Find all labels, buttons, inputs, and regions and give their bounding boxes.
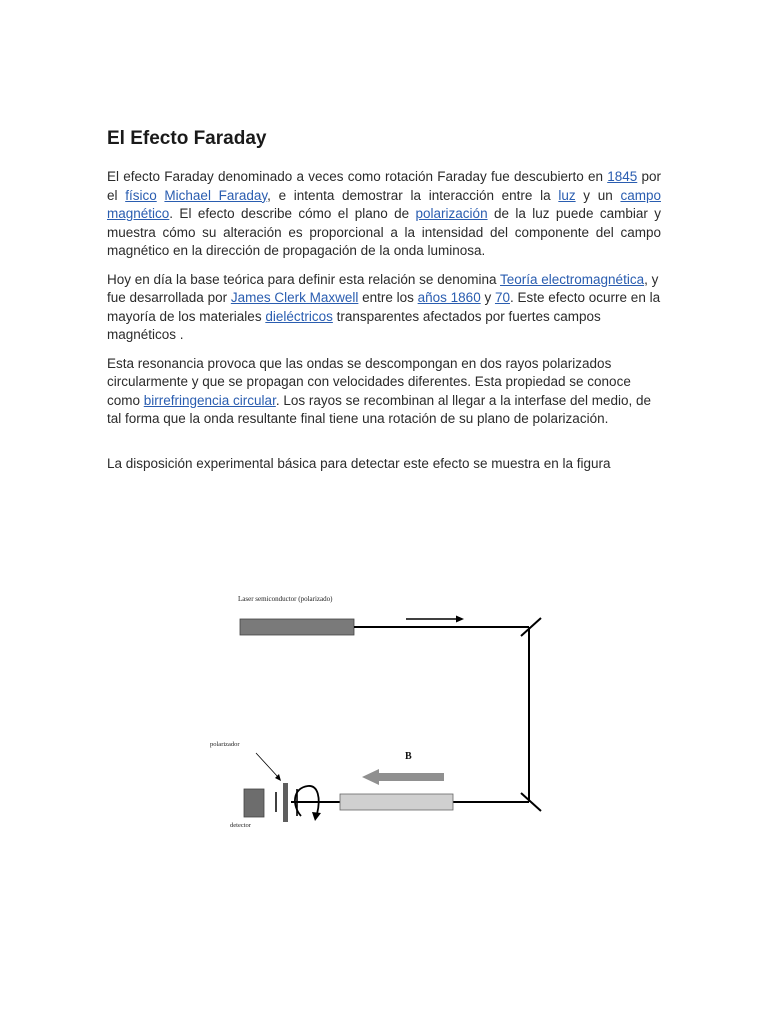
text: transparentes afectados por fuertes campos magnéticos . xyxy=(107,308,601,342)
link-dielectricos[interactable]: dieléctricos xyxy=(265,308,333,324)
text: Esta resonancia provoca que las ondas se descompongan en dos rayos polarizados circularmente y que se propagan con velocidades diferentes. Esta propiedad se conoce como xyxy=(107,355,631,408)
laser-label: Laser semiconductor (polarizado) xyxy=(238,595,333,603)
link-birrefringencia-circular[interactable]: birrefringencia circular xyxy=(143,392,276,408)
polarizer-label: polarizador xyxy=(210,741,240,748)
text: y un xyxy=(575,187,621,203)
text: El efecto Faraday denominado a veces como rotación Faraday fue descubierto en xyxy=(107,169,608,184)
rotation-arrow-head xyxy=(312,812,321,821)
link-70[interactable]: 70 xyxy=(494,290,510,305)
text: . Los rayos se recombinan al llegar a la interfase del medio, de tal forma que la onda resultante final tiene una rotación de su plano de polarización. xyxy=(107,392,652,426)
top-arrow-head xyxy=(456,616,464,623)
paragraph-4: La disposición experimental básica para detectar este efecto se muestra en la figura xyxy=(107,455,611,471)
field-arrow-body xyxy=(377,773,444,781)
link-luz[interactable]: luz xyxy=(558,187,576,203)
text: , y fue desarrollada por xyxy=(107,271,659,305)
text: . El efecto describe cómo el plano de xyxy=(169,206,416,221)
polarizer-pointer-line xyxy=(256,753,278,777)
link-fisico[interactable]: físico xyxy=(125,187,157,203)
text: por el xyxy=(107,169,662,203)
link-james-clerk-maxwell[interactable]: James Clerk Maxwell xyxy=(230,290,359,305)
link-michael-faraday[interactable]: Michael Faraday xyxy=(164,187,268,203)
detector-block xyxy=(244,789,264,817)
paragraph-3 xyxy=(107,355,661,429)
text: de la luz puede cambiar y muestra cómo su alteración es proporcional a la intensidad del componente del campo magnético en la dirección de propagación de la onda luminosa. xyxy=(107,206,661,258)
faraday-setup-diagram xyxy=(201,576,567,848)
document-body xyxy=(107,128,661,483)
link-anos-1860[interactable]: años 1860 xyxy=(417,290,481,305)
link-1845[interactable]: 1845 xyxy=(607,169,638,184)
link-campo-magnetico[interactable]: campo magnético xyxy=(107,187,661,221)
sample-bar xyxy=(340,794,453,810)
laser-bar xyxy=(240,619,354,635)
text: entre los xyxy=(358,290,418,305)
link-polarizacion[interactable]: polarización xyxy=(415,206,488,221)
text: y xyxy=(480,290,495,305)
faraday-setup-figure xyxy=(201,576,567,848)
page-title: El Efecto Faraday xyxy=(107,128,267,149)
field-label: B xyxy=(405,751,412,762)
text: , e intenta demostrar la interacción entre la xyxy=(267,187,559,203)
field-arrow-head xyxy=(362,769,379,785)
paragraph-1 xyxy=(107,168,661,261)
text: Hoy en día la base teórica para definir esta relación se denomina xyxy=(107,271,500,287)
text: . Este efecto ocurre en la mayoría de los materiales xyxy=(107,290,661,324)
detector-label: detector xyxy=(230,822,251,829)
polarizer-plate-2 xyxy=(283,783,288,822)
link-teoria-electromagnetica[interactable]: Teoría electromagnética xyxy=(500,271,645,287)
rotation-arrow xyxy=(295,786,319,816)
paragraph-2 xyxy=(107,271,661,345)
